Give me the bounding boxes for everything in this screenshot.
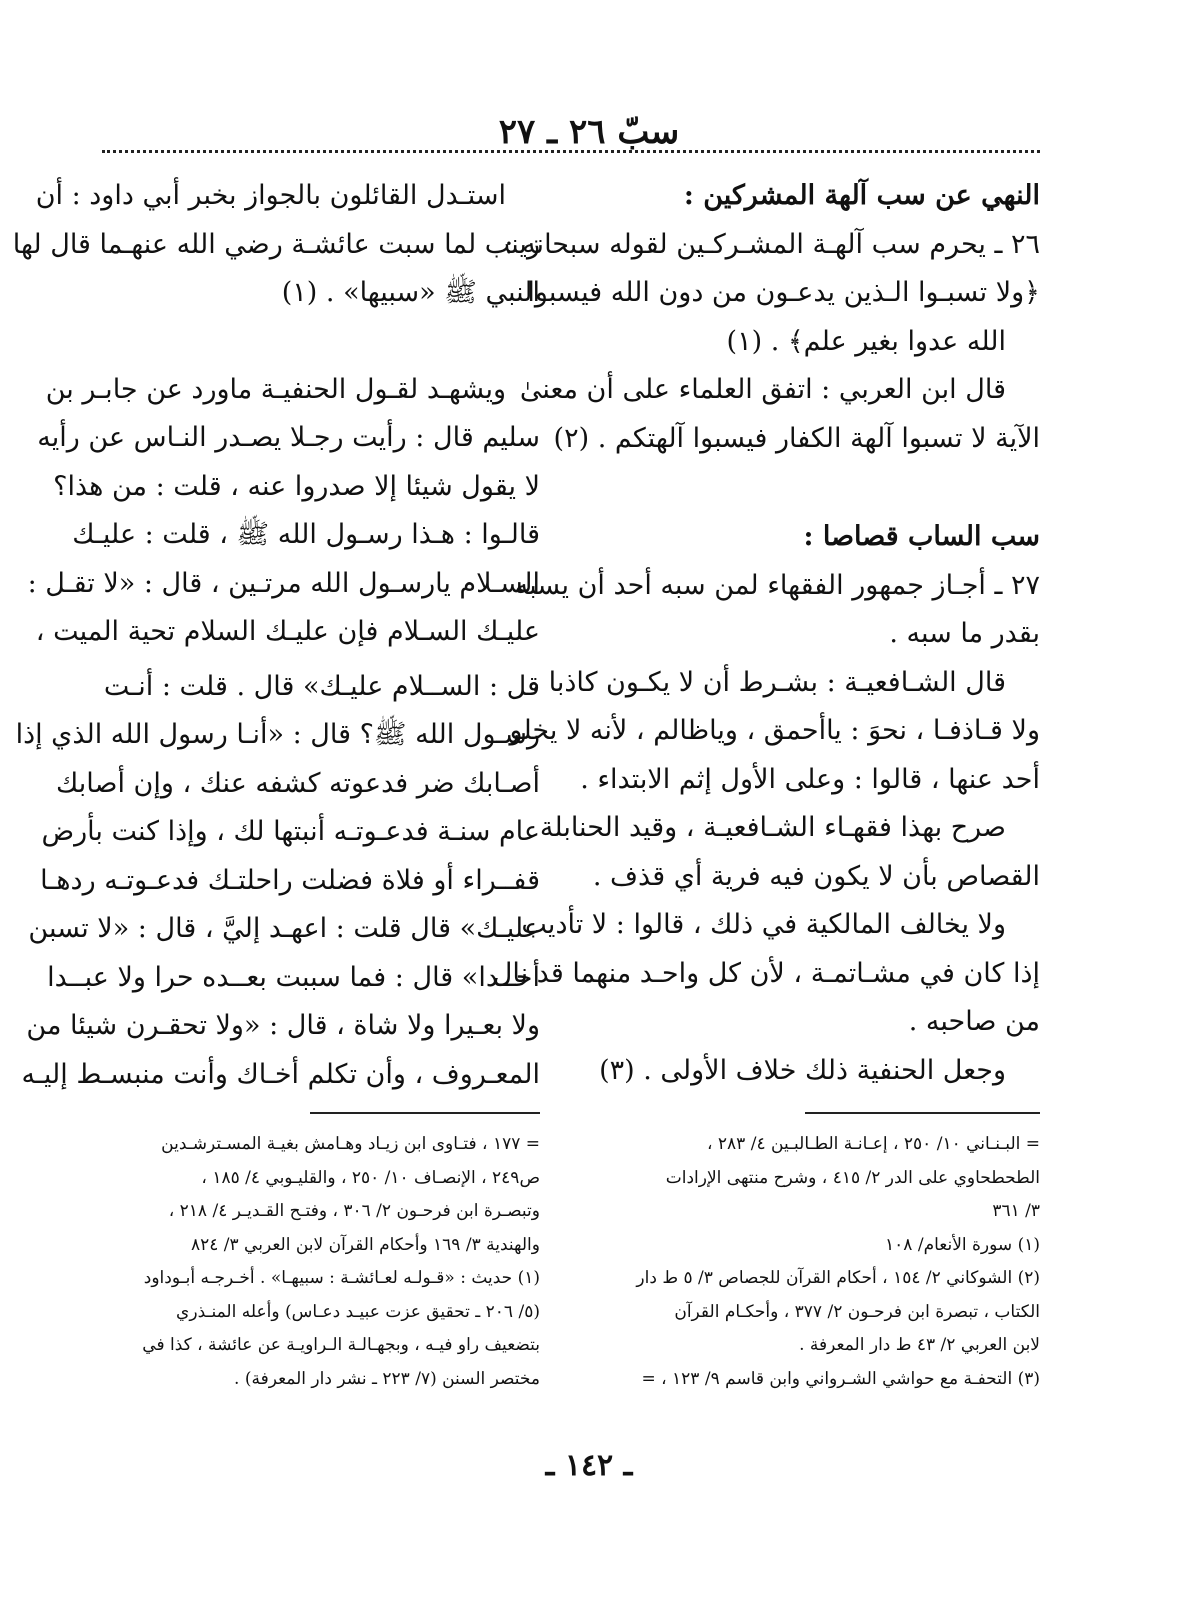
text-line: عليـك» قال قلت : اعهـد إليَّ ، قال : «لا تسبن: [28, 913, 540, 944]
text-line: النبي ﷺ «سبيها» . (١): [281, 277, 540, 308]
text-line: عليـك السـلام فإن عليـك السلام تحية الميت ،: [35, 616, 540, 647]
text-line: عام سنـة فدعـوتـه أنبتها لك ، وإذا كنت بأرض: [41, 816, 540, 847]
text-line: استـدل القائلون بالجواز بخبر أبي داود : أن: [35, 180, 506, 211]
text-line: ولا بعـيرا ولا شاة ، قال : «ولا تحقـرن شيئا من: [26, 1010, 540, 1041]
footnote-line: بتضعيف راو فيـه ، وبجهـالـة الـراويـة عن عائشة ، كذا في: [142, 1335, 540, 1355]
text-line: أحــدا» قال : فما سببت بعــده حرا ولا عبــدا: [47, 961, 540, 993]
page-number: ـ ١٤٢ ـ: [545, 1448, 633, 1483]
footnote-line: (١) حديث : «قـولـه لعـائشـة : سبيهـا» . أخـرجـه أبـوداود: [143, 1268, 540, 1288]
text-line: ٢٧ ـ أجـاز جمهور الفقهاء لمن سبه أحد أن يسبه: [514, 569, 1040, 601]
footnote-line: مختصر السنن (٧/ ٢٢٣ ـ نشر دار المعرفة) .: [234, 1368, 540, 1389]
text-line: قل : الســلام عليـك» قال . قلت : أنـت: [103, 670, 540, 702]
text-line: ﴿ولا تسبـوا الـذين يدعـون من دون الله فيسبوا: [527, 277, 1040, 308]
text-line: ويشهـد لقـول الحنفيـة ماورد عن جابـر بن: [45, 373, 506, 405]
footnote-line: ٣/ ٣٦١: [992, 1201, 1040, 1221]
footnote-line: (١) سورة الأنعام/ ١٠٨: [885, 1234, 1040, 1255]
page-header: سبّ ٢٦ ـ ٢٧: [498, 112, 680, 152]
text-line: ولا يخالف المالكية في ذلك ، قالوا : لا تأديب: [521, 909, 1006, 940]
left-column: [12, 172, 540, 1099]
footnote-line: (٣) التحفـة مع حواشي الشـرواني وابن قاسم ٩/ ١٢٣ ، =: [641, 1368, 1040, 1389]
footnote-line: الكتاب ، تبصرة ابن فرحـون ٢/ ٣٧٧ ، وأحكـام القرآن: [674, 1301, 1040, 1322]
header-dotted-rule: [102, 150, 1040, 153]
text-line: رسـول الله ﷺ؟ قال : «أنـا رسول الله الذي إذا: [15, 719, 540, 750]
text-line: قال الشـافعيـة : بشـرط أن لا يكـون كاذبا ،: [531, 666, 1006, 698]
footnote-line: (٥/ ٢٠٦ ـ تحقيق عزت عبيـد دعـاس) وأعله المنـذري: [176, 1301, 540, 1322]
text-line: ولا قـاذفـا ، نحوَ : ياأحمق ، وياظالم ، لأنه لا يخلو: [509, 715, 1040, 746]
footnote-line: = البـنـاني ١٠/ ٢٥٠ ، إعـانـة الطـالبـين ٤/ ٢٨٣ ،: [707, 1134, 1040, 1154]
footnote-line: الطحطحاوي على الدر ٢/ ٤١٥ ، وشرح منتهى الإرادات: [665, 1167, 1040, 1188]
text-line: أصـابك ضر فدعوته كشفه عنك ، وإن أصابك: [56, 767, 540, 799]
text-line: سليم قال : رأيت رجـلا يصـدر النـاس عن رأيه: [37, 422, 540, 453]
text-line: القصاص بأن لا يكون فيه فرية أي قذف .: [592, 860, 1040, 892]
text-line: صرح بهذا فقهـاء الشـافعيـة ، وقيد الحنابلة: [539, 812, 1006, 843]
spacer: [600, 463, 1040, 513]
right-column: [492, 172, 1040, 1095]
section-heading: سب الساب قصاصا :: [803, 521, 1040, 552]
footnote-line: لابن العربي ٢/ ٤٣ ط دار المعرفة .: [799, 1335, 1040, 1355]
text-line: زينب لما سبت عائشـة رضي الله عنهـما قال لها: [12, 228, 540, 260]
footnote-line: = ١٧٧ ، فتـاوى ابن زيـاد وهـامش بغيـة المسـترشـدين: [161, 1134, 540, 1154]
text-line: قال ابن العربي : اتفق العلماء على أن معنىٰ: [519, 374, 1006, 405]
footnote-rule-left: [310, 1112, 540, 1114]
text-line: أحد عنها ، قالوا : وعلى الأول إثم الابتداء .: [580, 763, 1040, 795]
text-line: قفــراء أو فلاة فضلت راحلتـك فدعـوتـه ردهـا: [40, 864, 540, 896]
text-line: لا يقول شيئا إلا صدروا عنه ، قلت : من هذا؟: [53, 470, 540, 502]
text-line: إذا كان في مشـاتمـة ، لأن كل واحـد منهما قد نال: [492, 957, 1040, 989]
text-line: المعـروف ، وأن تكلم أخـاك وأنت منبسـط إليـه: [21, 1058, 540, 1090]
text-line: الآية لا تسبوا آلهة الكفار فيسبوا آلهتكم . (٢): [553, 422, 1040, 454]
text-line: السـلام يارسـول الله مرتـين ، قال : «لا تقـل :: [27, 567, 540, 599]
text-line: بقدر ما سبه .: [889, 618, 1040, 649]
footnote-line: ص٢٤٩ ، الإنصـاف ١٠/ ٢٥٠ ، والقليـوبي ٤/ ١٨٥ ،: [201, 1167, 540, 1188]
text-line: قالـوا : هـذا رسـول الله ﷺ ، قلت : عليـك: [72, 519, 540, 550]
spacer: [100, 318, 540, 366]
footnote-rule-right: [805, 1112, 1040, 1114]
text-line: وجعل الحنفية ذلك خلاف الأولى . (٣): [599, 1054, 1006, 1086]
text-line: الله عدوا بغير علم﴾ . (١): [726, 325, 1006, 357]
text-line: من صاحبه .: [908, 1006, 1040, 1037]
footnote-line: (٢) الشوكاني ٢/ ١٥٤ ، أحكام القرآن للجصاص ٣/ ٥ ط دار: [636, 1268, 1040, 1288]
text-line: ٢٦ ـ يحرم سب آلهـة المشـركـين لقوله سبحانه :: [504, 228, 1040, 260]
footnote-line: والهندية ٣/ ١٦٩ وأحكام القرآن لابن العربي ٣/ ٨٢٤: [190, 1234, 540, 1255]
footnotes-left: [100, 1128, 540, 1396]
section-heading: النهي عن سب آلهة المشركين :: [683, 180, 1040, 211]
footnotes-right: [600, 1128, 1040, 1396]
footnote-line: وتبصـرة ابن فرحـون ٢/ ٣٠٦ ، وفتـح القـديـر ٤/ ٢١٨ ،: [168, 1201, 540, 1221]
